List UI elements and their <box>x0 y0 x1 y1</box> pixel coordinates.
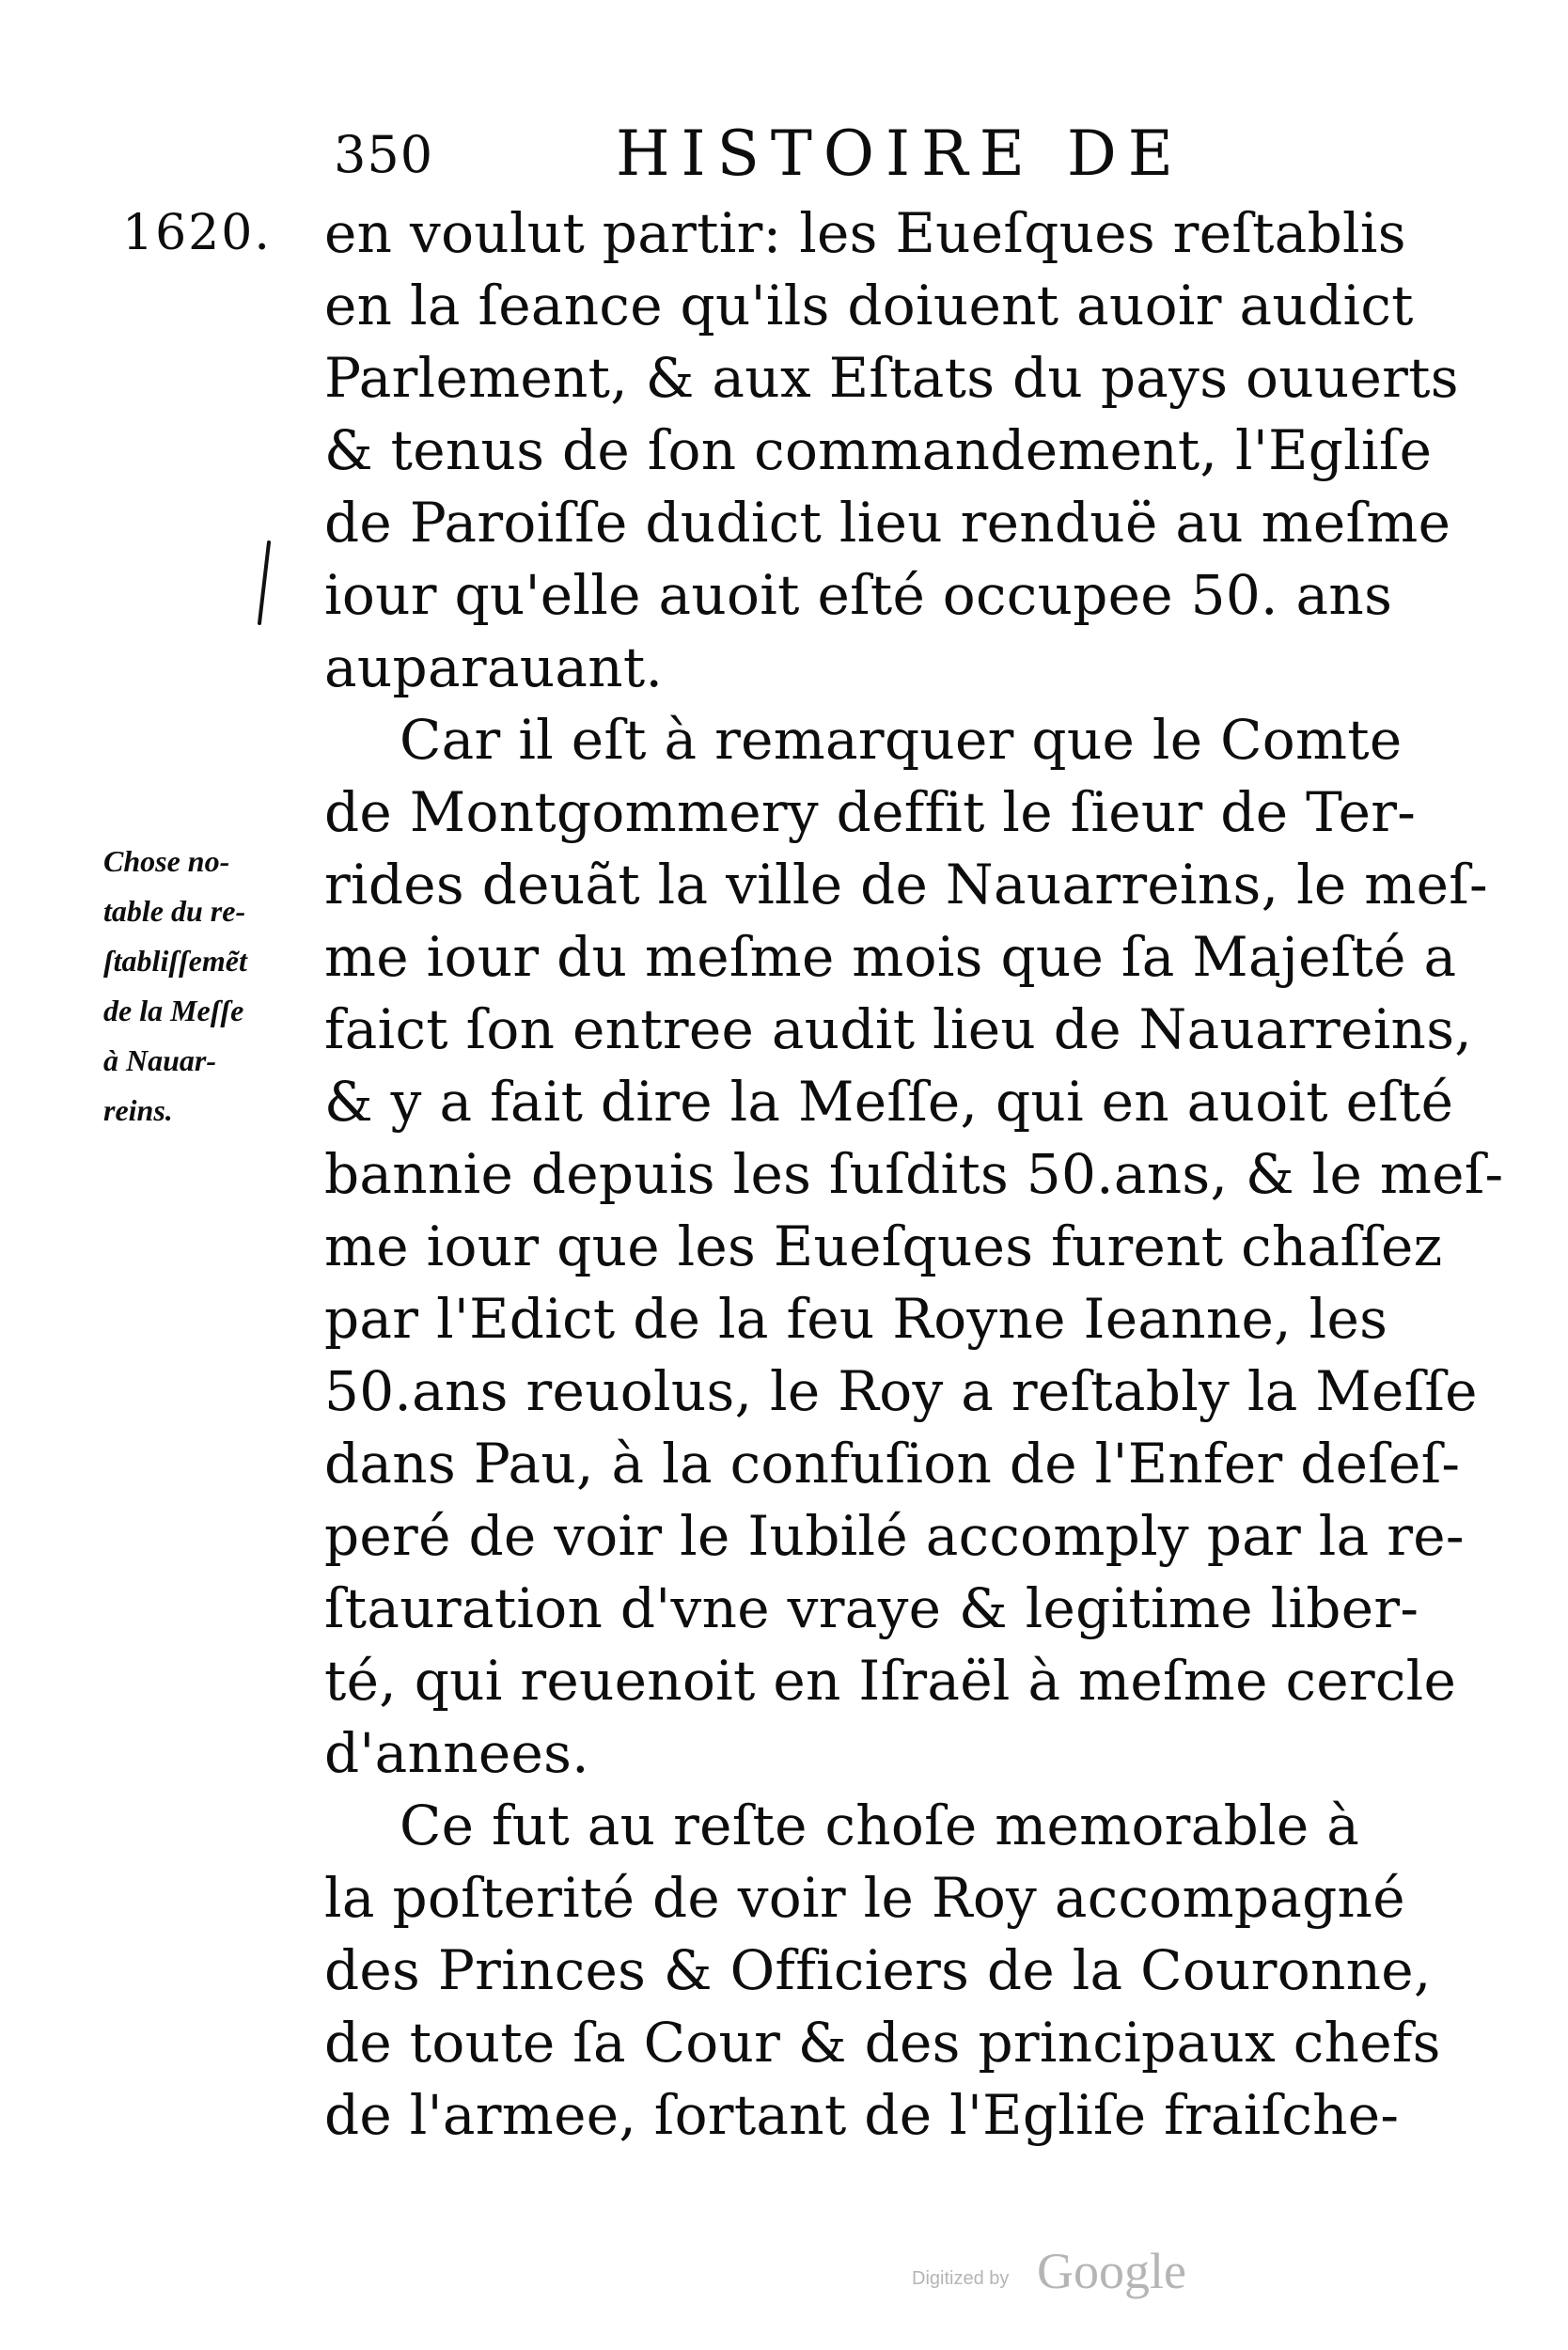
text-line: dans Pau, à la confuſion de l'Enfer deſeſ- <box>324 1432 1461 1496</box>
text-line: 50.ans reuolus, le Roy a reſtably la Meſſe <box>324 1359 1478 1423</box>
margin-note-line: Chose no- <box>103 844 230 878</box>
text-line: & y a fait dire la Meſſe, qui en auoit eſté <box>324 1070 1454 1134</box>
google-logo: Google <box>1037 2243 1186 2299</box>
margin-note-line: à Nauar- <box>103 1043 217 1077</box>
text-line: peré de voir le Iubilé accomply par la re- <box>324 1504 1465 1568</box>
margin-note <box>103 837 320 1136</box>
text-line: par l'Edict de la feu Royne Ieanne, les <box>324 1287 1388 1351</box>
page-number: 350 <box>334 125 434 184</box>
margin-note-line: ſtabliſſemẽt <box>103 944 247 978</box>
text-line: de Paroiſſe dudict lieu renduë au meſme <box>324 491 1451 555</box>
paragraph-start-line: Car il eſt à remarquer que le Comte <box>400 708 1403 772</box>
text-line: ſtauration d'vne vraye & legitime liber- <box>324 1576 1419 1640</box>
margin-note-line: reins. <box>103 1093 173 1127</box>
text-line: & tenus de ſon commandement, l'Egliſe <box>324 418 1433 482</box>
text-line: de toute ſa Cour & des principaux chefs <box>324 2011 1441 2075</box>
text-line: Parlement, & aux Eſtats du pays ouuerts <box>324 346 1459 410</box>
margin-note-line: table du re- <box>103 894 246 928</box>
margin-note-line: de la Meſſe <box>103 994 244 1027</box>
text-line: me iour que les Eueſques furent chaſſez <box>324 1214 1443 1278</box>
paragraph-start-line: Ce fut au reſte choſe memorable à <box>400 1794 1360 1857</box>
text-line: d'annees. <box>324 1721 589 1785</box>
text-line: rides deuãt la ville de Nauarreins, le meſ- <box>324 853 1488 916</box>
text-line: me iour du meſme mois que ſa Majeſté a <box>324 925 1457 989</box>
text-line: té, qui reuenoit en Iſraël à meſme cercle <box>324 1649 1457 1713</box>
text-line: faict ſon entree audit lieu de Nauarreins, <box>324 997 1472 1061</box>
handwritten-pen-mark <box>254 540 273 625</box>
text-line: auparauant. <box>324 635 664 699</box>
text-line: la poſterité de voir le Roy accompagné <box>324 1866 1405 1930</box>
text-line: de Montgommery deffit le ſieur de Ter- <box>324 780 1417 844</box>
text-line: en voulut partir: les Eueſques reſtablis <box>324 201 1406 265</box>
running-head <box>334 118 1274 193</box>
running-title: HISTOIRE DE <box>616 118 1184 190</box>
watermark-digitized-by: Digitized by <box>912 2268 1010 2289</box>
margin-year: 1620. <box>122 205 272 261</box>
digitized-watermark <box>912 2242 1269 2298</box>
text-line: en la ſeance qu'ils doiuent auoir audict <box>324 274 1414 337</box>
text-line: iour qu'elle auoit eſté occupee 50. ans <box>324 563 1393 627</box>
text-line: bannie depuis les ſuſdits 50.ans, & le meſ- <box>324 1142 1504 1206</box>
body-text <box>324 197 1504 2152</box>
text-line: de l'armee, ſortant de l'Egliſe fraiſche- <box>324 2083 1400 2147</box>
text-line: des Princes & Officiers de la Couronne, <box>324 1938 1432 2002</box>
